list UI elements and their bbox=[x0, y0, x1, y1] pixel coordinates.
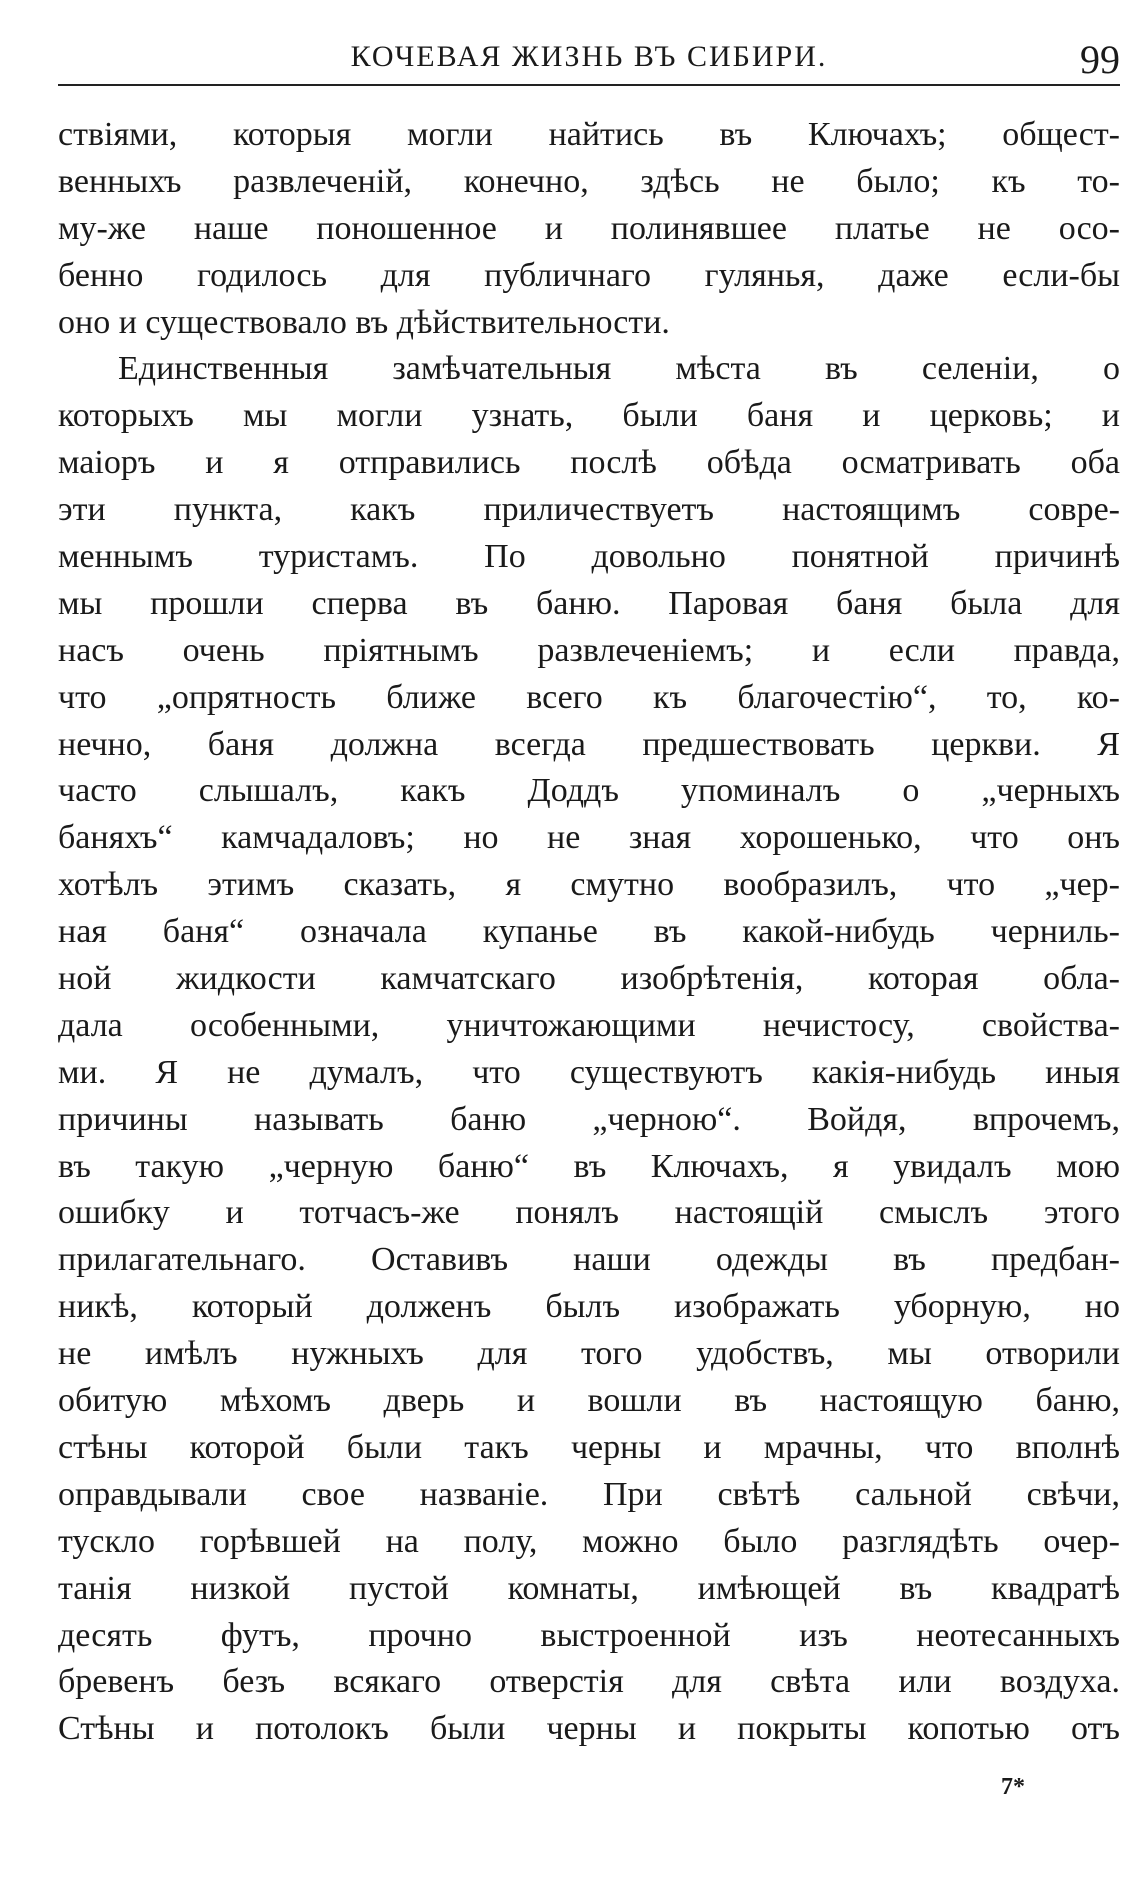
text-line: стѣны которой были такъ черны и мрачны, что вполнѣ bbox=[58, 1428, 1120, 1466]
text-line: маіоръ и я отправились послѣ обѣда осматривать оба bbox=[58, 444, 1120, 482]
text-line: оправдывали свое названіе. При свѣтѣ сальной свѣчи, bbox=[58, 1475, 1120, 1513]
paragraph-start-line: Единственныя замѣчательныя мѣста въ селеніи, о bbox=[118, 350, 1120, 388]
text-line: оно и существовало въ дѣйствительности. bbox=[58, 303, 670, 341]
text-line: дала особенными, уничтожающими нечистосу, свойства- bbox=[58, 1006, 1120, 1044]
text-line: насъ очень пріятнымъ развлеченіемъ; и если правда, bbox=[58, 631, 1120, 669]
text-line: бенно годилось для публичнаго гулянья, даже если-бы bbox=[58, 256, 1120, 294]
running-header bbox=[58, 36, 1120, 86]
header-rule bbox=[58, 84, 1120, 86]
text-line: не имѣлъ нужныхъ для того удобствъ, мы отворили bbox=[58, 1335, 1120, 1373]
text-line: прилагательнаго. Оставивъ наши одежды въ предбан- bbox=[58, 1241, 1120, 1279]
text-line: танія низкой пустой комнаты, имѣющей въ квадратѣ bbox=[58, 1569, 1120, 1607]
text-line: нечно, баня должна всегда предшествовать церкви. Я bbox=[58, 725, 1120, 763]
text-line: которыхъ мы могли узнать, были баня и церковь; и bbox=[58, 397, 1120, 435]
text-line: бревенъ безъ всякаго отверстія для свѣта или воздуха. bbox=[58, 1663, 1120, 1701]
text-line: баняхъ“ камчадаловъ; но не зная хорошенько, что онъ bbox=[58, 819, 1120, 857]
text-line: часто слышалъ, какъ Доддъ упоминалъ о „черныхъ bbox=[58, 772, 1120, 810]
text-line: ми. Я не думалъ, что существуютъ какія-нибудь иныя bbox=[58, 1053, 1120, 1091]
running-title: КОЧЕВАЯ ЖИЗНЬ ВЪ СИБИРИ. bbox=[350, 40, 828, 73]
text-line: мы прошли сперва въ баню. Паровая баня была для bbox=[58, 584, 1120, 622]
text-line: ствіями, которыя могли найтись въ Ключахъ; общест- bbox=[58, 116, 1120, 153]
text-line: ной жидкости камчатскаго изобрѣтенія, которая обла- bbox=[58, 960, 1120, 998]
text-line: му-же наше поношенное и полинявшее платье не осо- bbox=[58, 209, 1120, 247]
text-line: тускло горѣвшей на полу, можно было разглядѣть очер- bbox=[58, 1522, 1120, 1560]
text-line: венныхъ развлеченій, конечно, здѣсь не было; къ то- bbox=[58, 162, 1120, 200]
text-line: десять футъ, прочно выстроенной изъ неотесанныхъ bbox=[58, 1616, 1120, 1654]
signature-mark: 7* bbox=[1001, 1774, 1025, 1800]
text-line: эти пункта, какъ приличествуетъ настоящимъ совре- bbox=[58, 491, 1120, 529]
text-line: Стѣны и потолокъ были черны и покрыты копотью отъ bbox=[58, 1710, 1120, 1748]
text-line: въ такую „черную баню“ въ Ключахъ, я увидалъ мою bbox=[58, 1147, 1120, 1185]
page-number: 99 bbox=[1080, 37, 1120, 82]
body-text bbox=[58, 112, 1120, 1753]
text-line: ошибку и тотчасъ-же понялъ настоящій смыслъ этого bbox=[58, 1194, 1120, 1232]
text-line: причины называть баню „черною“. Войдя, впрочемъ, bbox=[58, 1100, 1120, 1138]
text-line: никѣ, который долженъ былъ изображать уборную, но bbox=[58, 1288, 1120, 1326]
text-line: меннымъ туристамъ. По довольно понятной причинѣ bbox=[58, 538, 1120, 576]
text-line: что „опрятность ближе всего къ благочестію“, то, ко- bbox=[58, 678, 1120, 716]
text-line: хотѣлъ этимъ сказать, я смутно вообразилъ, что „чер- bbox=[58, 866, 1120, 904]
text-line: обитую мѣхомъ дверь и вошли въ настоящую баню, bbox=[58, 1382, 1120, 1420]
text-line: ная баня“ означала купанье въ какой-нибудь черниль- bbox=[58, 913, 1120, 951]
